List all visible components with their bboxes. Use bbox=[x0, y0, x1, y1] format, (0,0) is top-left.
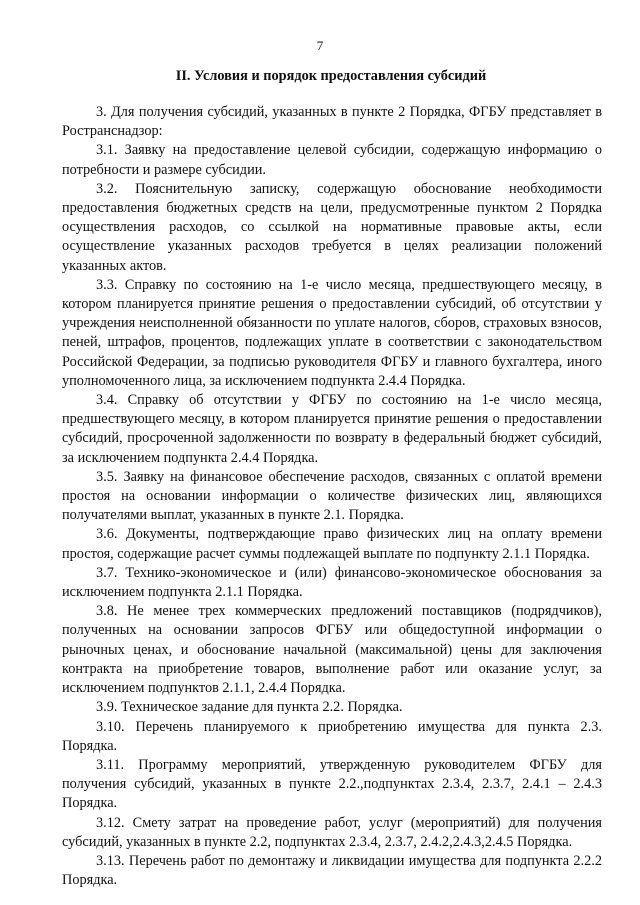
document-body bbox=[62, 103, 602, 890]
page-number: 7 bbox=[316, 38, 324, 53]
paragraph-3-4: 3.4. Справку об отсутствии у ФГБУ по состоянию на 1-е число месяца, предшествующего месяцу, в котором планируется принятие решения о предоставлении субсидий, просроченной задолженности по возврату в федеральный бюджет субсидий, за исключением подпункта 2.4.4 Порядка. bbox=[62, 392, 602, 466]
paragraph-3-1: 3.1. Заявку на предоставление целевой субсидии, содержащую информацию о потребности и размере субсидии. bbox=[62, 142, 602, 178]
paragraph-3-12: 3.12. Смету затрат на проведение работ, услуг (мероприятий) для получения субсидий, указанных в пункте 2.2, подпунктах 2.3.4, 2.3.7, 2.4.2,2.4.3,2.4.5 Порядка. bbox=[62, 814, 602, 850]
paragraph-3-6: 3.6. Документы, подтверждающие право физических лиц на оплату времени простоя, содержащие расчет суммы подлежащей выплате по подпункту 2.1.1 Порядка. bbox=[62, 526, 602, 562]
paragraph-3-13: 3.13. Перечень работ по демонтажу и ликвидации имущества для подпункта 2.2.2 Порядка. bbox=[62, 852, 602, 889]
paragraph-3-11: 3.11. Программу мероприятий, утвержденную руководителем ФГБУ для получения субсидий, указанных в пункте 2.2.,подпунктах 2.3.4, 2.3.7, 2.4.1 – 2.4.3 Порядка. bbox=[62, 756, 602, 812]
section-title: II. Условия и порядок предоставления субсидий bbox=[175, 68, 487, 84]
paragraph-3-9: 3.9. Техническое задание для пункта 2.2. Порядка. bbox=[96, 699, 403, 716]
paragraph-3: 3. Для получения субсидий, указанных в пункте 2 Порядка, ФГБУ представляет в Ространснадзор: bbox=[62, 104, 602, 140]
paragraph-3-7: 3.7. Технико-экономическое и (или) финансово-экономическое обоснования за исключением подпункта 2.1.1 Порядка. bbox=[62, 564, 602, 601]
paragraph-3-10: 3.10. Перечень планируемого к приобретению имущества для пункта 2.3. Порядка. bbox=[62, 718, 602, 754]
paragraph-3-8: 3.8. Не менее трех коммерческих предложений поставщиков (подрядчиков), полученных на основании запросов ФГБУ или общедоступной информации о рыночных ценах, и обоснование начальной (максимальной) цены для заключения контракта на приобретение товаров, выполнение работ или оказание услуг, за исключением подпунктов 2.1.1, 2.4.4 Порядка. bbox=[62, 603, 602, 697]
paragraph-3-5: 3.5. Заявку на финансовое обеспечение расходов, связанных с оплатой времени простоя на основании информации о количестве физических лиц, являющихся получателями выплат, указанных в пункте 2.1. Порядка. bbox=[62, 468, 602, 524]
paragraph-3-3: 3.3. Справку по состоянию на 1-е число месяца, предшествующего месяцу, в котором планируется принятие решения о предоставлении субсидий, об отсутствии у учреждения неисполненной обязанности по уплате налогов, сборов, страховых взносов, пеней, штрафов, процентов, подлежащих уплате в соответствии с законодательством Российской Федерации, за подписью руководителя ФГБУ и главного бухгалтера, иного уполномоченного лица, за исключением подпункта 2.4.4 Порядка. bbox=[62, 276, 602, 389]
paragraph-3-2: 3.2. Пояснительную записку, содержащую обоснование необходимости предоставления бюджетных средств на цели, предусмотренные пунктом 2 Порядка осуществления расходов, со ссылкой на нормативные правовые акты, если осуществление указанных расходов требуется в целях реализации положений указанных актов. bbox=[62, 180, 602, 274]
